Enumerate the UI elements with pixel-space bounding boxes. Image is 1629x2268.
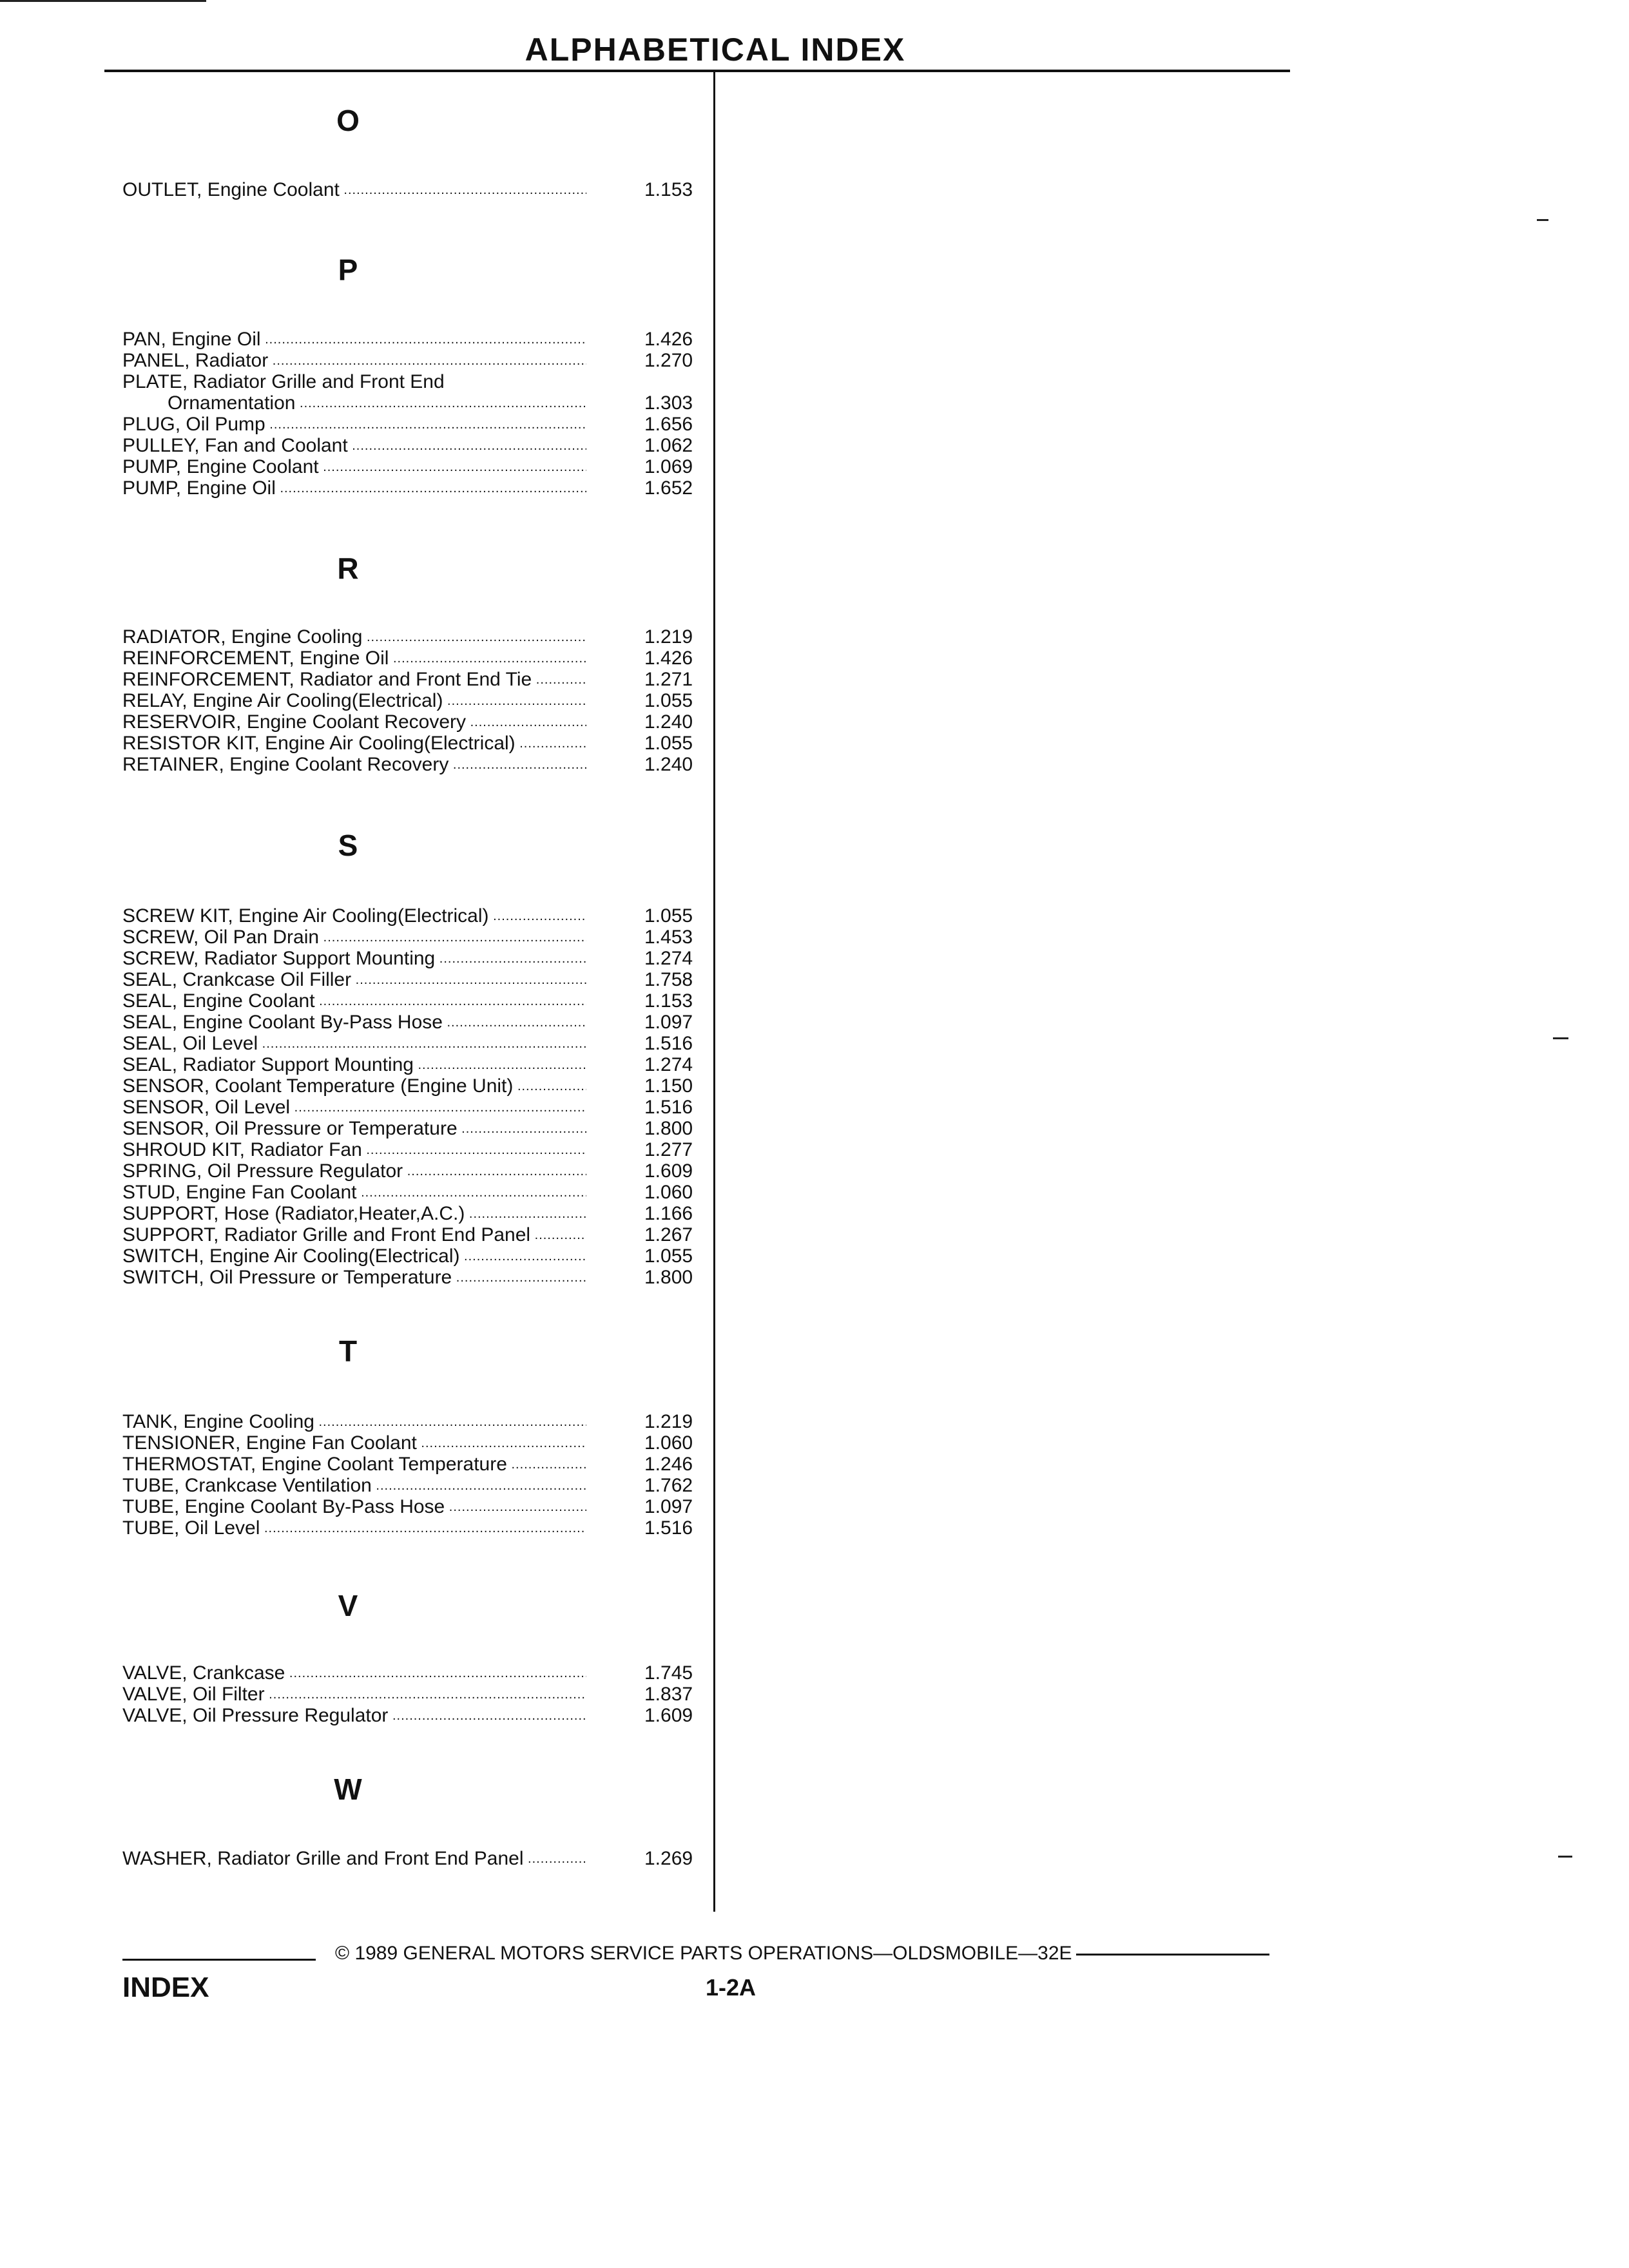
index-entry xyxy=(122,669,709,690)
entry-name: SEAL, Engine Coolant By-Pass Hose ..... xyxy=(122,1012,586,1033)
entry-page-ref: 1.153 xyxy=(644,179,693,200)
entry-page-ref: 1.274 xyxy=(644,948,693,969)
index-entry xyxy=(122,477,709,499)
margin-mark xyxy=(1558,1856,1572,1858)
index-entry xyxy=(122,1662,709,1684)
index-entry xyxy=(122,1097,709,1118)
index-entry xyxy=(122,1118,709,1139)
entry-name: RELAY, Engine Air Cooling(Electrical) ..... xyxy=(122,690,586,712)
index-entry xyxy=(122,969,709,990)
index-entry xyxy=(122,1182,709,1203)
entry-list xyxy=(122,905,709,1288)
entry-page-ref: 1.166 xyxy=(644,1203,693,1224)
entry-page-ref: 1.516 xyxy=(644,1517,693,1539)
entry-list xyxy=(122,1848,709,1869)
index-entry xyxy=(122,1475,709,1496)
section-letter: O xyxy=(336,104,360,137)
entry-name: SUPPORT, Hose (Radiator,Heater,A.C.) ..... xyxy=(122,1203,586,1225)
entry-page-ref: 1.453 xyxy=(644,927,693,948)
entry-page-ref: 1.426 xyxy=(644,648,693,669)
entry-name: PLUG, Oil Pump ..... xyxy=(122,414,586,436)
index-entry xyxy=(122,711,709,733)
index-entry xyxy=(122,392,709,414)
entry-name: RADIATOR, Engine Cooling ..... xyxy=(122,626,586,648)
index-entry xyxy=(122,905,709,927)
entry-page-ref: 1.055 xyxy=(644,733,693,754)
index-entry xyxy=(122,414,709,435)
entry-page-ref: 1.219 xyxy=(644,1411,693,1432)
entry-name: TANK, Engine Cooling ..... xyxy=(122,1411,586,1433)
index-entry xyxy=(122,1267,709,1288)
entry-name: SWITCH, Oil Pressure or Temperature ..... xyxy=(122,1267,586,1289)
section-letter: T xyxy=(338,1334,358,1368)
entry-page-ref: 1.758 xyxy=(644,969,693,990)
entry-page-ref: 1.800 xyxy=(644,1267,693,1288)
section-letter: W xyxy=(334,1773,362,1806)
index-entry xyxy=(122,371,709,392)
footer-index-label: INDEX xyxy=(122,1972,209,2003)
entry-page-ref: 1.240 xyxy=(644,754,693,775)
entry-name: RESERVOIR, Engine Coolant Recovery ..... xyxy=(122,711,586,733)
entry-name: OUTLET, Engine Coolant ..... xyxy=(122,179,586,201)
entry-name: THERMOSTAT, Engine Coolant Temperature ..... xyxy=(122,1454,586,1475)
title-rule xyxy=(104,70,1290,72)
index-entry xyxy=(122,1705,709,1726)
entry-page-ref: 1.426 xyxy=(644,329,693,350)
entry-page-ref: 1.069 xyxy=(644,456,693,477)
entry-name: SEAL, Oil Level ..... xyxy=(122,1033,586,1055)
index-entry xyxy=(122,648,709,669)
index-entry xyxy=(122,1075,709,1097)
index-entry xyxy=(122,1054,709,1075)
entry-name: PUMP, Engine Oil ..... xyxy=(122,477,586,499)
entry-name: TUBE, Engine Coolant By-Pass Hose ..... xyxy=(122,1496,586,1518)
index-entry xyxy=(122,1160,709,1182)
index-entry xyxy=(122,1517,709,1539)
entry-list xyxy=(122,329,709,499)
section-letter: S xyxy=(338,829,358,862)
entry-name: SEAL, Radiator Support Mounting ..... xyxy=(122,1054,586,1076)
entry-page-ref: 1.609 xyxy=(644,1160,693,1182)
entry-page-ref: 1.745 xyxy=(644,1662,693,1684)
index-entry xyxy=(122,1432,709,1454)
entry-name: SCREW KIT, Engine Air Cooling(Electrical) ..... xyxy=(122,905,586,927)
section-letter: V xyxy=(338,1589,358,1622)
entry-page-ref: 1.303 xyxy=(644,392,693,414)
entry-page-ref: 1.516 xyxy=(644,1033,693,1054)
entry-page-ref: 1.055 xyxy=(644,1245,693,1267)
index-entry xyxy=(122,927,709,948)
entry-name: TUBE, Oil Level ..... xyxy=(122,1517,586,1539)
index-entry xyxy=(122,1411,709,1432)
entry-page-ref: 1.270 xyxy=(644,350,693,371)
entry-list xyxy=(122,1411,709,1539)
entry-name: PAN, Engine Oil ..... xyxy=(122,329,586,351)
entry-name: TUBE, Crankcase Ventilation ..... xyxy=(122,1475,586,1497)
entry-name: SWITCH, Engine Air Cooling(Electrical) ..... xyxy=(122,1245,586,1267)
entry-name: PLATE, Radiator Grille and Front End xyxy=(122,371,445,392)
index-entry xyxy=(122,1848,709,1869)
index-entry xyxy=(122,1245,709,1267)
entry-page-ref: 1.219 xyxy=(644,626,693,648)
entry-page-ref: 1.062 xyxy=(644,435,693,456)
entry-page-ref: 1.153 xyxy=(644,990,693,1012)
footer-page-number: 1-2A xyxy=(706,1974,757,2001)
entry-name: STUD, Engine Fan Coolant ..... xyxy=(122,1182,586,1204)
entry-name: SUPPORT, Radiator Grille and Front End Panel ..... xyxy=(122,1224,586,1246)
margin-mark xyxy=(1537,219,1548,221)
entry-page-ref: 1.274 xyxy=(644,1054,693,1075)
index-entry xyxy=(122,1139,709,1160)
entry-name: VALVE, Oil Filter ..... xyxy=(122,1684,586,1706)
entry-page-ref: 1.060 xyxy=(644,1432,693,1454)
section-letter: P xyxy=(338,253,358,287)
index-entry xyxy=(122,626,709,648)
entry-name: Ornamentation ..... xyxy=(168,392,586,414)
entry-name: VALVE, Crankcase ..... xyxy=(122,1662,586,1684)
index-entry xyxy=(122,456,709,477)
index-entry xyxy=(122,733,709,754)
copyright-text: © 1989 GENERAL MOTORS SERVICE PARTS OPERATIONS—OLDSMOBILE—32E xyxy=(335,1943,1072,1964)
page-title: ALPHABETICAL INDEX xyxy=(525,32,906,68)
entry-name: SPRING, Oil Pressure Regulator ..... xyxy=(122,1160,586,1182)
entry-page-ref: 1.060 xyxy=(644,1182,693,1203)
entry-page-ref: 1.240 xyxy=(644,711,693,733)
entry-page-ref: 1.837 xyxy=(644,1684,693,1705)
entry-name: RETAINER, Engine Coolant Recovery ..... xyxy=(122,754,586,776)
entry-page-ref: 1.055 xyxy=(644,905,693,927)
entry-page-ref: 1.800 xyxy=(644,1118,693,1139)
index-entry xyxy=(122,329,709,350)
index-entry xyxy=(122,1033,709,1054)
index-entry xyxy=(122,948,709,969)
index-entry xyxy=(122,179,709,200)
entry-page-ref: 1.277 xyxy=(644,1139,693,1160)
index-entry xyxy=(122,1454,709,1475)
index-entry xyxy=(122,990,709,1012)
entry-page-ref: 1.516 xyxy=(644,1097,693,1118)
entry-name: SCREW, Oil Pan Drain ..... xyxy=(122,927,586,948)
entry-name: TENSIONER, Engine Fan Coolant ..... xyxy=(122,1432,586,1454)
section-letter: R xyxy=(337,552,359,585)
footer-rule-right xyxy=(1076,1954,1269,1956)
entry-name: SCREW, Radiator Support Mounting ..... xyxy=(122,948,586,970)
index-entry xyxy=(122,1012,709,1033)
entry-name: WASHER, Radiator Grille and Front End Panel ..... xyxy=(122,1848,586,1870)
entry-name: VALVE, Oil Pressure Regulator ..... xyxy=(122,1705,586,1727)
entry-page-ref: 1.609 xyxy=(644,1705,693,1726)
entry-name: SHROUD KIT, Radiator Fan ..... xyxy=(122,1139,586,1161)
entry-page-ref: 1.656 xyxy=(644,414,693,435)
index-entry xyxy=(122,1684,709,1705)
entry-name: PUMP, Engine Coolant ..... xyxy=(122,456,586,478)
index-entry xyxy=(122,1496,709,1517)
entry-name: REINFORCEMENT, Engine Oil ..... xyxy=(122,648,586,669)
entry-name: SENSOR, Coolant Temperature (Engine Unit) ..... xyxy=(122,1075,586,1097)
entry-page-ref: 1.652 xyxy=(644,477,693,499)
margin-mark xyxy=(1553,1037,1568,1039)
copyright-line xyxy=(335,1943,1302,1965)
entry-page-ref: 1.271 xyxy=(644,669,693,690)
entry-list xyxy=(122,179,709,200)
entry-name: PANEL, Radiator ..... xyxy=(122,350,586,372)
entry-page-ref: 1.246 xyxy=(644,1454,693,1475)
entry-page-ref: 1.097 xyxy=(644,1496,693,1517)
entry-page-ref: 1.762 xyxy=(644,1475,693,1496)
index-entry xyxy=(122,754,709,775)
entry-name: SENSOR, Oil Pressure or Temperature ..... xyxy=(122,1118,586,1140)
index-entry xyxy=(122,1203,709,1224)
entry-page-ref: 1.097 xyxy=(644,1012,693,1033)
index-entry xyxy=(122,1224,709,1245)
top-edge-mark xyxy=(0,0,206,2)
entry-list xyxy=(122,1662,709,1726)
entry-name: SENSOR, Oil Level ..... xyxy=(122,1097,586,1119)
index-entry xyxy=(122,350,709,371)
entry-page-ref: 1.055 xyxy=(644,690,693,711)
entry-name: RESISTOR KIT, Engine Air Cooling(Electrical) ..... xyxy=(122,733,586,754)
entry-page-ref: 1.150 xyxy=(644,1075,693,1097)
index-entry xyxy=(122,690,709,711)
entry-list xyxy=(122,626,709,775)
entry-name: SEAL, Engine Coolant ..... xyxy=(122,990,586,1012)
entry-name: REINFORCEMENT, Radiator and Front End Tie ..... xyxy=(122,669,586,691)
entry-page-ref: 1.267 xyxy=(644,1224,693,1245)
entry-name: SEAL, Crankcase Oil Filler ..... xyxy=(122,969,586,991)
entry-name: PULLEY, Fan and Coolant ..... xyxy=(122,435,586,457)
footer-rule xyxy=(122,1959,316,1961)
entry-page-ref: 1.269 xyxy=(644,1848,693,1869)
index-entry xyxy=(122,435,709,456)
